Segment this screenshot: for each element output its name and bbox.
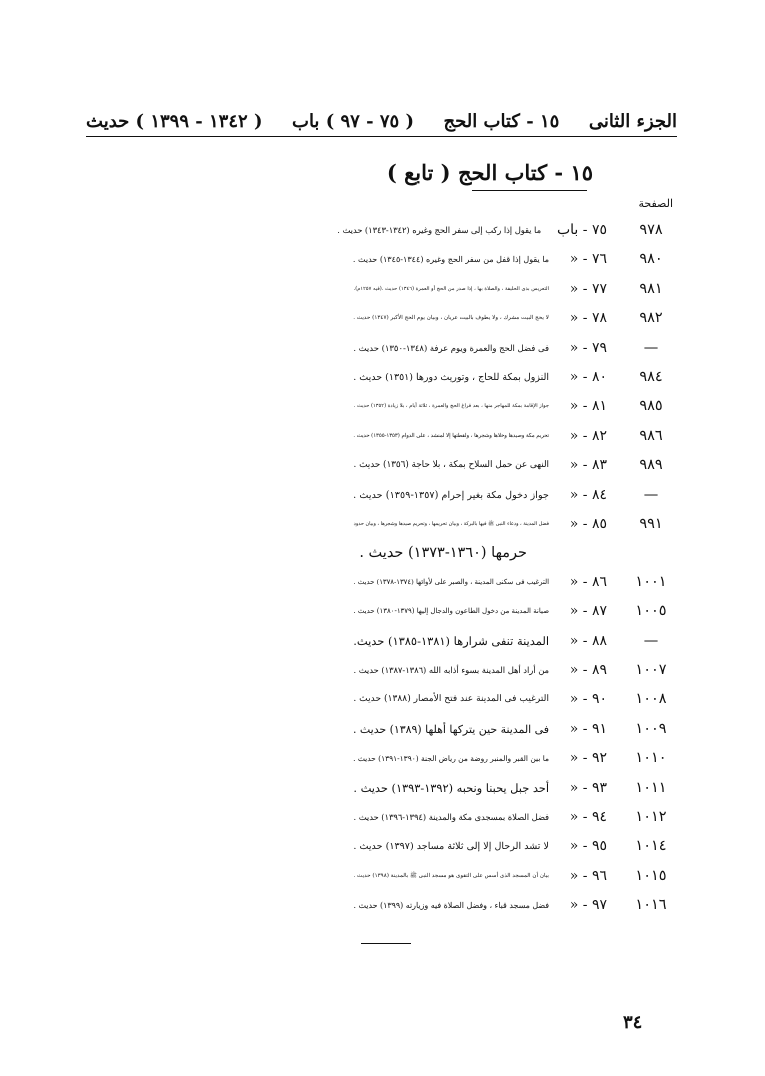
entry-number: ٩٥ - « xyxy=(569,838,607,855)
entry-page: ١٠٠٨ xyxy=(635,691,667,708)
entry-text: لا تشد الرحال إلا إلى ثلاثة مساجد (١٣٩٧) حديث . xyxy=(353,841,549,853)
entry-text: جواز دخول مكة بغير إحرام (١٣٥٧-١٣٥٩) حديث . xyxy=(353,489,549,501)
list-item xyxy=(0,568,765,597)
title-underline xyxy=(472,190,587,191)
entry-text: فضل الصلاة بمسجدى مكة والمدينة (١٣٩٤-١٣٩٦) حديث . xyxy=(353,812,549,823)
list-item xyxy=(0,685,765,714)
entry-page: ٩٨٩ xyxy=(639,457,663,474)
entry-number: ٨٨ - « xyxy=(569,632,607,649)
list-item xyxy=(0,216,765,245)
entry-page: ١٠٠١ xyxy=(635,573,667,590)
list-item xyxy=(0,744,765,773)
entry-page: ٩٨١ xyxy=(639,280,663,297)
entry-number: ٧٩ - « xyxy=(569,339,607,356)
section-title xyxy=(387,160,593,185)
list-item xyxy=(0,304,765,333)
entry-page: ١٠١٦ xyxy=(635,897,667,914)
entry-number: ٩٧ - « xyxy=(569,897,607,914)
header-rule xyxy=(86,136,677,137)
entry-number: ٧٥ - باب xyxy=(556,222,607,238)
entry-text: من أراد أهل المدينة بسوء أذابه الله (١٣٨٦-١٣٨٧) حديث . xyxy=(353,665,549,676)
section-title-text: ١٥ - كتاب الحج xyxy=(457,160,593,185)
contents-list xyxy=(0,216,765,921)
entry-text: ما يقول إذا ركب إلى سفر الحج وغيره (١٣٤٢-١٣٤٣) حديث . xyxy=(337,225,541,235)
entry-number: ٨٦ - « xyxy=(569,573,607,590)
entry-text: النزول بمكة للحاج ، وتوريث دورها (١٣٥١) حديث . xyxy=(353,371,549,383)
entry-page: ١٠١٤ xyxy=(635,838,667,855)
entry-page: ١٠٠٥ xyxy=(635,603,667,620)
running-head xyxy=(86,98,677,132)
entry-text: الترغيب فى سكنى المدينة ، والصبر على لأوائها (١٣٧٤-١٣٧٨) حديث . xyxy=(353,577,549,586)
entry-text: ما بين القبر والمنبر روضة من رياض الجنة (١٣٩٠-١٣٩١) حديث . xyxy=(353,754,549,764)
entry-text: لا يحج البيت مشرك ، ولا يطوف بالبيت عريان ، وبيان يوم الحج الأكبر (١٣٤٧) حديث . xyxy=(353,315,549,322)
volume-label: الجزء الثانى xyxy=(588,111,677,132)
entry-text: فضل مسجد قباء ، وفضل الصلاة فيه وزيارته (١٣٩٩) حديث . xyxy=(353,901,549,911)
chapter-range: ( ٧٥ - ٩٧ ) باب xyxy=(292,111,414,132)
list-item xyxy=(0,832,765,861)
entry-number: ٨٠ - « xyxy=(569,368,607,385)
entry-number: ٨٩ - « xyxy=(569,662,607,679)
entry-text: أحد جبل يحبنا ونحبه (١٣٩٢-١٣٩٣) حديث . xyxy=(353,780,549,795)
list-item xyxy=(0,862,765,891)
entry-page: ١٠٠٩ xyxy=(635,720,667,737)
entry-number: ٨٥ - « xyxy=(569,515,607,532)
entry-page: ٩٨٦ xyxy=(639,427,663,444)
section-subtitle: ( تابع ) xyxy=(386,160,451,185)
entry-number: ٨٤ - « xyxy=(569,486,607,503)
list-item xyxy=(0,597,765,626)
entry-text: تحريم مكة وصيدها وخلاها وشجرها ، ولقطتها إلا لمنشد ، على الدوام (١٣٥٣-١٣٥٥) حديث . xyxy=(353,432,549,439)
list-item xyxy=(0,363,765,392)
entry-text: فى المدينة حين يتركها أهلها (١٣٨٩) حديث . xyxy=(352,722,549,736)
hadith-range: ( ١٣٤٢ - ١٣٩٩ ) حديث xyxy=(86,111,263,132)
list-item xyxy=(0,334,765,363)
entry-text-continued: حرمها (١٣٦٠-١٣٧٣) حديث . xyxy=(359,544,527,561)
list-item xyxy=(0,245,765,274)
entry-number: ٨٧ - « xyxy=(569,603,607,620)
book-label: ١٥ - كتاب الحج xyxy=(443,111,560,132)
entry-number: ٨١ - « xyxy=(569,398,607,415)
entry-page: ٩٧٨ xyxy=(639,222,663,238)
entry-page: ٩٨٢ xyxy=(639,310,663,327)
entry-page: — xyxy=(643,486,659,503)
list-item xyxy=(0,392,765,421)
entry-number: ٧٨ - « xyxy=(569,310,607,327)
entry-number: ٩٣ - « xyxy=(569,779,607,796)
entry-page: ١٠١١ xyxy=(635,779,667,796)
page-column-label: الصفحة xyxy=(638,197,673,210)
entry-text: فضل المدينة ، ودعاء النبى ﷺ فيها بالبركة ، وبيان تحريمها ، وتحريم صيدها وشجرها ، وبيان حدود xyxy=(353,520,549,527)
list-item xyxy=(0,627,765,656)
list-item xyxy=(0,774,765,803)
entry-page: ٩٨٥ xyxy=(639,398,663,415)
list-item xyxy=(0,656,765,685)
entry-text: فى فضل الحج والعمرة ويوم عرفة (١٣٤٨-١٣٥٠) حديث . xyxy=(353,342,549,353)
page-number: ٣٤ xyxy=(623,1012,643,1033)
entry-text: جواز الإقامة بمكة للمهاجر منها ، بعد فراغ الحج والعمرة ، ثلاثة أيام ، بلا زيادة (١٣٥٢) حديث . xyxy=(353,403,549,410)
entry-page: ١٠١٢ xyxy=(635,809,667,826)
entry-text: ما يقول إذا قفل من سفر الحج وغيره (١٣٤٤-١٣٤٥) حديث . xyxy=(352,255,549,265)
list-item xyxy=(0,891,765,920)
list-item xyxy=(0,422,765,451)
entry-page: ١٠١٥ xyxy=(635,867,667,884)
entry-text: صيانة المدينة من دخول الطاعون والدجال إليها (١٣٧٩-١٣٨٠) حديث . xyxy=(353,607,549,616)
entry-number: ٩٤ - « xyxy=(569,809,607,826)
list-item xyxy=(0,803,765,832)
entry-number: ٨٢ - « xyxy=(569,427,607,444)
list-item xyxy=(0,275,765,304)
entry-text: التعريس بذى الحليفة ، والصلاة بها ، إذا صدر من الحج أو العمرة (١٣٤٦) حديث .(فيه ١٢٥٧م). xyxy=(353,285,549,292)
entry-page: ١٠١٠ xyxy=(635,750,667,767)
entry-text: الترغيب فى المدينة عند فتح الأمصار (١٣٨٨) حديث . xyxy=(353,694,549,705)
entry-number: ٩٦ - « xyxy=(569,867,607,884)
list-item xyxy=(0,451,765,480)
entry-page: ١٠٠٧ xyxy=(635,662,667,679)
list-item xyxy=(0,510,765,568)
entry-page: ٩٨٤ xyxy=(639,368,663,385)
entry-number: ٩٢ - « xyxy=(569,750,607,767)
entry-text: النهى عن حمل السلاح بمكة ، بلا حاجة (١٣٥٦) حديث . xyxy=(353,460,549,471)
entry-page: — xyxy=(643,632,659,649)
list-item xyxy=(0,715,765,744)
entry-number: ٧٧ - « xyxy=(569,280,607,297)
end-rule xyxy=(361,943,411,944)
entry-number: ٧٦ - « xyxy=(569,251,607,268)
entry-page: — xyxy=(643,339,659,356)
entry-page: ٩٨٠ xyxy=(639,251,663,268)
entry-text: بيان أن المسجد الذى أسس على التقوى هو مسجد النبى ﷺ بالمدينة (١٣٩٨) حديث . xyxy=(353,872,549,879)
entry-number: ٩٠ - « xyxy=(569,691,607,708)
entry-text: المدينة تنفى شرارها (١٣٨١-١٣٨٥) حديث. xyxy=(353,633,549,648)
entry-number: ٩١ - « xyxy=(569,720,607,737)
list-item xyxy=(0,481,765,510)
entry-number: ٨٣ - « xyxy=(569,457,607,474)
entry-page: ٩٩١ xyxy=(639,515,663,532)
